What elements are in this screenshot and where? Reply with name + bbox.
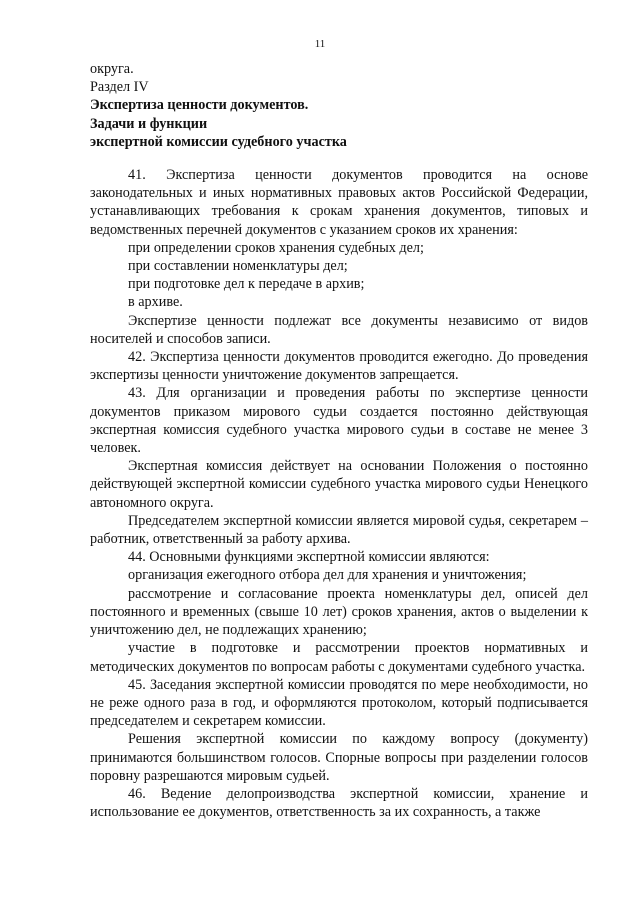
list-item: в архиве. xyxy=(128,294,183,311)
paragraph-43-regulation: Экспертная комиссия действует на основании Положения о постоянно действующей экспертной комиссии судебного участка мирового судьи Ненецкого автономного округа. xyxy=(90,458,588,511)
paragraph-41-note: Экспертизе ценности подлежат все документы независимо от видов носителей и способов записи. xyxy=(90,312,588,347)
function-item: рассмотрение и согласование проекта номенклатуры дел, описей дел постоянного и временных (свыше 10 лет) сроков хранения, актов о выделении к уничтожению дел, не подлежащих хранению; xyxy=(90,585,588,639)
page-number: 11 xyxy=(314,38,326,50)
document-body xyxy=(90,60,588,821)
paragraph-43: 43. Для организации и проведения работы по экспертизе ценности документов приказом мирового судьи создается постоянно действующая экспертная комиссия судебного участка мирового судьи в составе не менее 3 человек. xyxy=(90,385,588,457)
paragraph-44: 44. Основными функциями экспертной комиссии являются: xyxy=(128,549,490,566)
list-item: при определении сроков хранения судебных дел; xyxy=(128,239,424,256)
section-title-line-1: Экспертиза ценности документов. xyxy=(90,97,309,114)
section-title-line-2: Задачи и функции xyxy=(90,115,208,132)
paragraph-42: 42. Экспертиза ценности документов проводится ежегодно. До проведения экспертизы ценности уничтожение документов запрещается. xyxy=(90,349,588,384)
section-heading xyxy=(90,78,588,151)
function-item: организация ежегодного отбора дел для хранения и уничтожения; xyxy=(128,567,527,584)
function-item: участие в подготовке и рассмотрении проектов нормативных и методических документов по вопросам работы с документами судебного участка. xyxy=(90,640,588,675)
paragraph-41: 41. Экспертиза ценности документов проводится на основе законодательных и иных нормативных правовых актов Российской Федерации, устанавливающих требования к срокам хранения документов, типовых и ведомственных перечней документов с указанием сроков их хранения: xyxy=(90,167,588,238)
continued-text: округа. xyxy=(90,61,134,77)
section-title-line-3: экспертной комиссии судебного участка xyxy=(90,133,347,150)
list-item: при составлении номенклатуры дел; xyxy=(128,258,348,275)
section-label: Раздел IV xyxy=(90,79,149,96)
paragraph-45: 45. Заседания экспертной комиссии проводятся по мере необходимости, но не реже одного раза в год, и оформляются протоколом, который подписывается председателем и секретарем комиссии. xyxy=(90,676,588,730)
paragraph-43-chair: Председателем экспертной комиссии является мировой судья, секретарем – работник, ответственный за работу архива. xyxy=(90,512,588,548)
paragraph-45-decisions: Решения экспертной комиссии по каждому вопросу (документу) принимаются большинством голосов. Спорные вопросы при разделении голосов поровну разрешаются мировым судьей. xyxy=(90,731,588,784)
paragraph-46: 46. Ведение делопроизводства экспертной комиссии, хранение и использование ее документов, ответственность за их сохранность, а также xyxy=(90,785,588,821)
list-item: при подготовке дел к передаче в архив; xyxy=(128,276,365,293)
